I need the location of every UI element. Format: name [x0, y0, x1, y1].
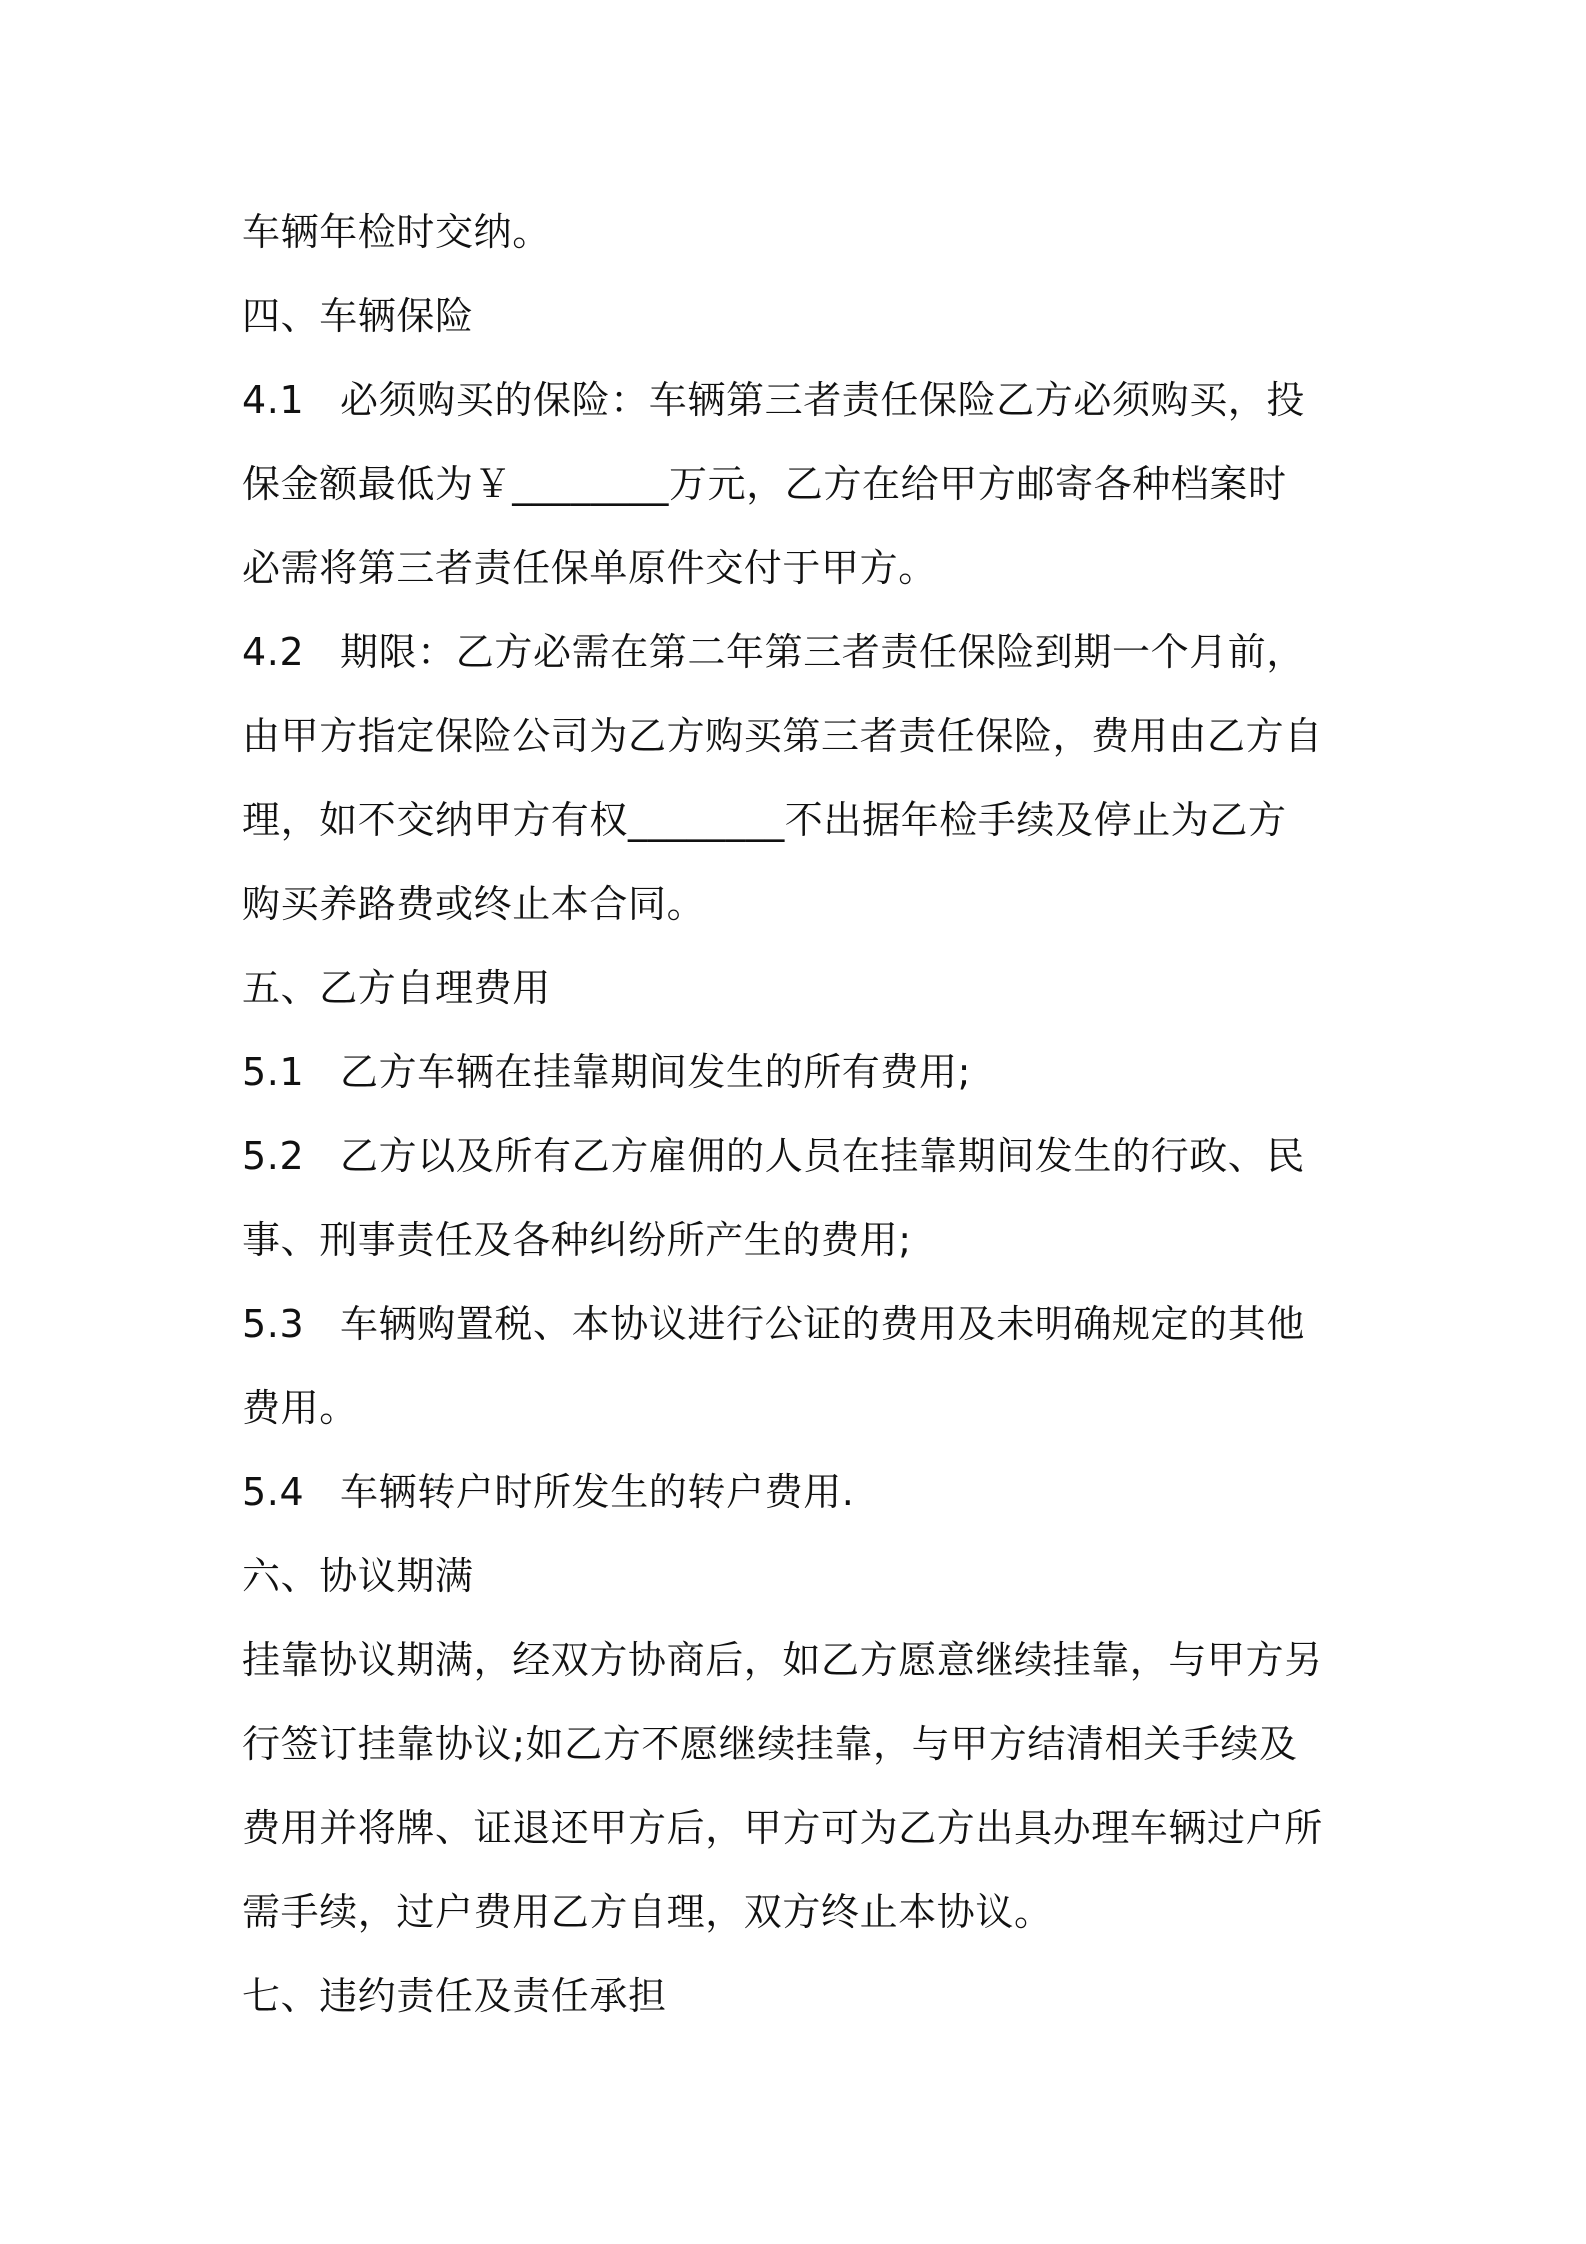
section-heading [242, 1954, 1362, 2038]
line-text: 挂靠协议期满，经双方协商后，如乙方愿意继续挂靠，与甲方另 [242, 1638, 1323, 1682]
clause-number: 5.3 [242, 1302, 305, 1346]
clause-line [242, 1030, 1362, 1114]
line-text: 费用。 [242, 1386, 358, 1430]
clause-line [242, 1450, 1362, 1534]
line-text: 四、车辆保险 [242, 294, 474, 338]
text-line [242, 694, 1362, 778]
line-text: 车辆转户时所发生的转户费用. [340, 1470, 855, 1514]
text-line [242, 1618, 1362, 1702]
text-line [242, 190, 1362, 274]
clause-line [242, 1114, 1362, 1198]
section-heading [242, 946, 1362, 1030]
line-text: 必需将第三者责任保单原件交付于甲方。 [242, 546, 937, 590]
line-text: 七、违约责任及责任承担 [242, 1974, 667, 2018]
clause-line [242, 1282, 1362, 1366]
text-line [242, 1198, 1362, 1282]
clause-number: 4.1 [242, 378, 305, 422]
line-text: 五、乙方自理费用 [242, 966, 551, 1010]
line-text: 费用并将牌、证退还甲方后，甲方可为乙方出具办理车辆过户所 [242, 1806, 1323, 1850]
text-line [242, 1702, 1362, 1786]
text-line [242, 1870, 1362, 1954]
text-line [242, 1366, 1362, 1450]
section-heading [242, 274, 1362, 358]
line-text: 乙方车辆在挂靠期间发生的所有费用; [340, 1050, 972, 1094]
text-line [242, 778, 1362, 862]
clause-number: 5.2 [242, 1134, 305, 1178]
line-text: 乙方以及所有乙方雇佣的人员在挂靠期间发生的行政、民 [340, 1134, 1306, 1178]
line-text: 期限：乙方必需在第二年第三者责任保险到期一个月前， [340, 630, 1306, 674]
line-text: 需手续，过户费用乙方自理，双方终止本协议。 [242, 1890, 1053, 1934]
clause-number: 5.4 [242, 1470, 305, 1514]
line-text: 事、刑事责任及各种纠纷所产生的费用; [242, 1218, 912, 1262]
text-line [242, 1786, 1362, 1870]
text-line [242, 442, 1362, 526]
document-body [242, 190, 1362, 2038]
line-text: 必须购买的保险：车辆第三者责任保险乙方必须购买，投 [340, 378, 1306, 422]
section-heading [242, 1534, 1362, 1618]
text-line [242, 526, 1362, 610]
line-text: 购买养路费或终止本合同。 [242, 882, 706, 926]
text-line [242, 862, 1362, 946]
line-text: 车辆购置税、本协议进行公证的费用及未明确规定的其他 [340, 1302, 1306, 1346]
line-text: 保金额最低为￥________万元，乙方在给甲方邮寄各种档案时 [242, 462, 1287, 506]
clause-number: 4.2 [242, 630, 305, 674]
clause-line [242, 610, 1362, 694]
line-text: 理，如不交纳甲方有权________不出据年检手续及停止为乙方 [242, 798, 1287, 842]
line-text: 行签订挂靠协议;如乙方不愿继续挂靠，与甲方结清相关手续及 [242, 1722, 1298, 1766]
clause-number: 5.1 [242, 1050, 305, 1094]
line-text: 车辆年检时交纳。 [242, 210, 551, 254]
clause-line [242, 358, 1362, 442]
line-text: 六、协议期满 [242, 1554, 474, 1598]
line-text: 由甲方指定保险公司为乙方购买第三者责任保险，费用由乙方自 [242, 714, 1323, 758]
